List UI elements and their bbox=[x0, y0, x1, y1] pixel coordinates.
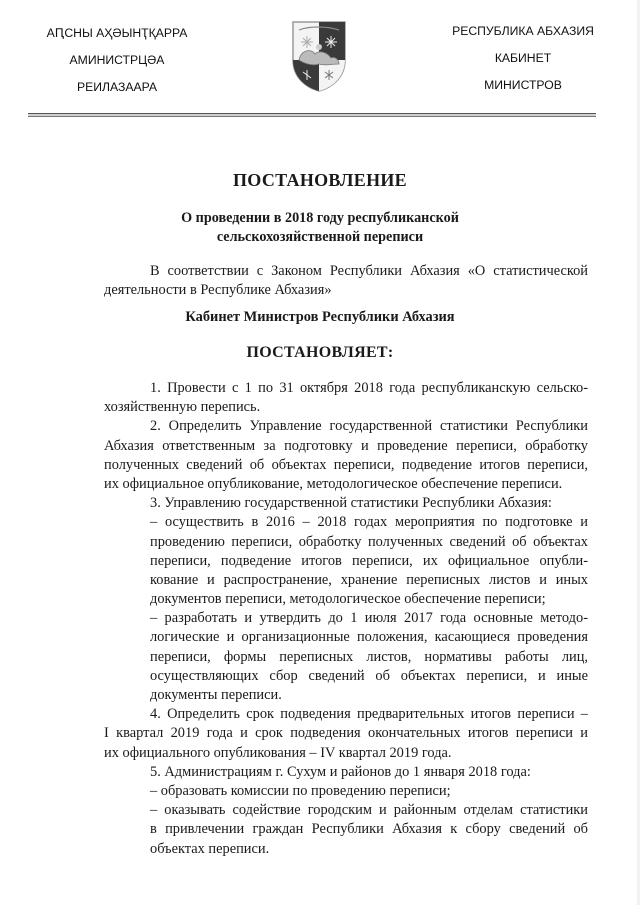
decree-line: 1. Провести с 1 по 31 октября 2018 года республиканскую сельско- bbox=[150, 380, 588, 396]
decree-line: хозяйственную перепись. bbox=[104, 399, 261, 416]
decree-items bbox=[104, 379, 588, 859]
decree-line: Абхазия ответственным за подготовку и проведение переписи, обработку bbox=[104, 437, 588, 454]
decree-line: их официального опубликования – IV квартал 2019 года. bbox=[104, 744, 452, 761]
coat-of-arms-icon bbox=[291, 20, 347, 92]
decree-line: 5. Администрациям г. Сухум и районов до 1 января 2018 года: bbox=[150, 763, 531, 780]
decree-line: переписи, формы переписных листов, нормативы работы лиц, bbox=[150, 648, 588, 665]
document-subject-line: сельскохозяйственной переписи bbox=[216, 229, 424, 245]
letterhead-abkhaz bbox=[42, 20, 192, 101]
decree-line: объектах переписи. bbox=[150, 840, 270, 857]
decree-line: – оказывать содействие городским и районным отделам статистики bbox=[150, 802, 588, 819]
document-subject-line: О проведении в 2018 году республиканской bbox=[181, 210, 459, 226]
decree-heading: ПОСТАНОВЛЯЕТ: bbox=[246, 344, 394, 361]
decree-line: 4. Определить срок подведения предварительных итогов переписи – bbox=[150, 706, 588, 723]
decree-line: в привлечении граждан Республики Абхазия к сбору сведений об bbox=[150, 821, 588, 838]
letterhead-divider bbox=[28, 113, 596, 117]
decree-line: – осуществить в 2016 – 2018 годах мероприятия по подготовке и bbox=[150, 514, 588, 531]
letterhead-russian bbox=[446, 18, 600, 99]
letterhead-russian-line: РЕСПУБЛИКА АБХАЗИЯ bbox=[452, 24, 594, 38]
decree-line: их официальное опубликование, методологическое обеспечение переписи. bbox=[104, 475, 563, 492]
decree-line: 2. Определить Управление государственной статистики Республики bbox=[150, 418, 588, 435]
decree-line: – разработать и утвердить до 1 июля 2017 года основные методо- bbox=[150, 610, 588, 627]
decree-line: кование и распространение, хранение переписных листов и иных bbox=[150, 571, 588, 588]
preamble-line: деятельности в Республике Абхазия» bbox=[104, 282, 332, 299]
decree-line: документы переписи. bbox=[150, 687, 282, 703]
preamble bbox=[104, 262, 588, 300]
letterhead-abkhaz-line: АМИНИСТРЦӘА bbox=[69, 53, 165, 67]
decree-line: проведению переписи, обработку полученных сведений об объектах bbox=[150, 533, 588, 550]
letterhead bbox=[0, 0, 640, 125]
decree-line: логические и организационные положения, касающиеся проведения bbox=[150, 629, 588, 646]
document-subject bbox=[0, 209, 640, 247]
decree-line: полученных сведений об объектах переписи, подведение итогов переписи, bbox=[104, 456, 588, 473]
issuing-body: Кабинет Министров Республики Абхазия bbox=[185, 309, 455, 325]
decree-line: 3. Управлению государственной статистики Республики Абхазия: bbox=[150, 495, 552, 512]
document-title: ПОСТАНОВЛЕНИЕ bbox=[233, 170, 407, 190]
decree-line: осуществляющих сбор сведений об объектах переписи, и иные bbox=[150, 667, 588, 684]
letterhead-abkhaz-line: АԤСНЫ АҲӘЫНҬҚАРРА bbox=[46, 26, 188, 40]
decree-line: – образовать комиссии по проведению переписи; bbox=[150, 782, 451, 799]
decree-line: документов переписи, методологическое обеспечение переписи; bbox=[150, 591, 546, 608]
letterhead-russian-line: КАБИНЕТ bbox=[494, 51, 552, 65]
decree-line: I квартал 2019 года и срок подведения окончательных итогов переписи и bbox=[104, 725, 588, 742]
decree-line: переписи, подведение итогов переписи, их официальное опубли- bbox=[150, 552, 588, 569]
letterhead-russian-line: МИНИСТРОВ bbox=[484, 78, 562, 92]
letterhead-abkhaz-line: РЕИЛАЗААРА bbox=[76, 80, 158, 94]
preamble-line: В соответствии с Законом Республики Абхазия «О статистической bbox=[150, 263, 588, 279]
